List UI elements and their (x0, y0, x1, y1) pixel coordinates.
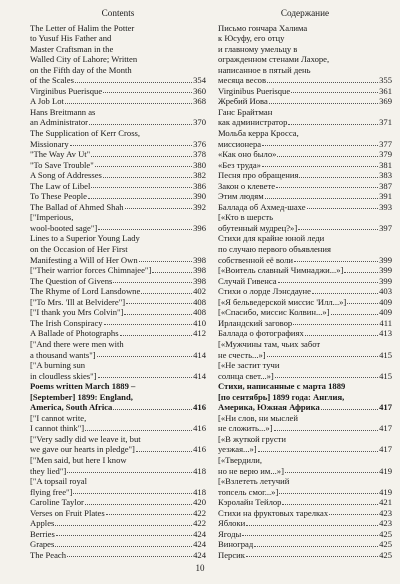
toc-entry (218, 265, 392, 276)
toc-entry (218, 181, 392, 192)
toc-entry-title: Персик (218, 549, 245, 560)
toc-entry (30, 233, 206, 265)
leader-dots (125, 208, 193, 209)
toc-entry (218, 550, 392, 561)
toc-entry-title: не сложить...»] (218, 423, 273, 434)
toc-entry-title: A Song of Addresses (30, 170, 102, 181)
toc-entry-title: a thousand wants"] (30, 349, 96, 360)
toc-entry (218, 518, 392, 529)
toc-entry-title: America, South Africa (30, 402, 113, 413)
leader-dots (103, 177, 192, 178)
toc-entry-page: 369 (379, 96, 392, 107)
toc-entry (30, 202, 206, 213)
toc-entry (30, 149, 206, 160)
toc-entry-title: Песня про обращения (218, 170, 299, 181)
toc-entry-page: 409 (379, 307, 392, 318)
toc-entry-page: 387 (379, 180, 392, 191)
toc-entry-title-head: ["A burning sun (30, 360, 86, 371)
toc-entry-title: [«Я бельведерской миссис 'Илл...»] (218, 296, 347, 307)
toc-entry-page: 397 (379, 222, 392, 233)
toc-entry (30, 328, 206, 339)
toc-entry-title: [«Воитель славный Чимнаджи...»] (218, 265, 344, 276)
toc-entry-title: [«Спасибо, миссис Колвин...»] (218, 307, 330, 318)
toc-entry-title-head: Стихи, написанные с марта 1889 [по сентябрь] 1899 года: Англия, (218, 381, 346, 402)
toc-entry-title-head: Мольба керра Кросса, (218, 128, 299, 139)
toc-entry-title: Баллада о фотографиях (218, 328, 304, 339)
toc-entry-page: 414 (193, 370, 206, 381)
leader-dots (276, 187, 378, 188)
toc-entry (218, 360, 392, 381)
leader-dots (254, 546, 378, 547)
toc-entry (30, 128, 206, 149)
toc-entry (218, 529, 392, 540)
toc-entry-page: 411 (379, 317, 392, 328)
toc-entry (218, 381, 392, 413)
toc-entry-title: Missionary (30, 138, 69, 149)
toc-entry-title-head: Poems written March 1889 – [September] 1899: England, (30, 381, 136, 402)
leader-dots (305, 335, 378, 336)
toc-entry-title: Virginibus Puerisque (30, 85, 103, 96)
contents-column-english (30, 8, 206, 560)
toc-entry-title: Manifesting a Will of Her Own (30, 254, 138, 265)
toc-entry-page: 398 (193, 275, 206, 286)
toc-entry (218, 413, 392, 434)
toc-entry-page: 371 (379, 117, 392, 128)
leader-dots (152, 272, 192, 273)
leader-dots (246, 525, 378, 526)
toc-entry (30, 265, 206, 276)
toc-entry-title: Ирландский заговор (218, 317, 293, 328)
toc-entry-page: 390 (193, 191, 206, 202)
toc-entry-title: Америка, Южная Африка (218, 402, 320, 413)
toc-entry (30, 297, 206, 308)
toc-entry-page: 422 (193, 518, 206, 529)
toc-entry-title: Berries (30, 528, 55, 539)
toc-entry-title-head: ["Men said, but here I know (30, 454, 127, 465)
toc-entry (218, 160, 392, 171)
leader-dots (269, 103, 378, 104)
toc-entry-title: The Rhyme of Lord Lansdowne (30, 286, 141, 297)
toc-entry (218, 233, 392, 265)
toc-entry-title: we gave our hearts in pledge"] (30, 444, 135, 455)
toc-entry-title-head: [«Не застит тучи (218, 360, 280, 371)
toc-entry-title: Virginibus Puerisque (218, 85, 291, 96)
toc-entry-title-head: ["A topsail royal (30, 476, 87, 487)
toc-entry-page: 377 (379, 138, 392, 149)
toc-entry-title: Grapes (30, 539, 55, 550)
toc-entry-title: "To Save Trouble" (30, 159, 94, 170)
toc-entry-title-head: Стихи для крайне юной леди по случаю первого объявления (218, 233, 331, 255)
leader-dots (98, 377, 193, 378)
leader-dots (344, 272, 378, 273)
leader-dots (73, 493, 192, 494)
toc-entry-page: 419 (379, 486, 392, 497)
contents-list (30, 23, 206, 561)
toc-entry-page: 424 (193, 528, 206, 539)
toc-entry (30, 286, 206, 297)
toc-entry-page: 398 (193, 254, 206, 265)
toc-entry-title-head: [«Взлететь летучий (218, 476, 290, 487)
leader-dots (91, 187, 192, 188)
leader-dots (98, 229, 192, 230)
leader-dots (267, 356, 378, 357)
toc-entry (218, 286, 392, 297)
leader-dots (75, 82, 192, 83)
toc-entry-page: 383 (379, 170, 392, 181)
toc-entry (30, 212, 206, 233)
toc-entry-page: 410 (193, 317, 206, 328)
toc-entry (218, 497, 392, 508)
leader-dots (104, 324, 193, 325)
toc-entry-title: Caroline Taylor (30, 497, 84, 508)
toc-entry-title-head: Письмо гончара Халима к Юсуфу, его отцу и главному умельцу в огражденном стенами Лахоре, написанное в пятый день (218, 22, 330, 75)
leader-dots (274, 430, 379, 431)
toc-entry (218, 508, 392, 519)
toc-entry-page: 355 (379, 75, 392, 86)
toc-entry (218, 307, 392, 318)
leader-dots (275, 377, 378, 378)
toc-entry (218, 107, 392, 128)
toc-entry-page: 361 (379, 85, 392, 96)
toc-entry (218, 191, 392, 202)
contents-column-russian (218, 8, 392, 560)
toc-entry-page: 415 (379, 370, 392, 381)
toc-entry (30, 96, 206, 107)
contents-list-russian (218, 23, 392, 561)
toc-entry (30, 339, 206, 360)
toc-entry (30, 539, 206, 550)
leader-dots (307, 208, 379, 209)
toc-entry-page: 421 (379, 497, 392, 508)
toc-entry (30, 181, 206, 192)
toc-entry-title: Стихи о лорде Лэнсдауне (218, 286, 311, 297)
toc-entry-title: ["I thank you Mrs Colvin"] (30, 307, 124, 318)
toc-entry (30, 476, 206, 497)
toc-entry-title-head: The Supplication of Kerr Cross, (30, 128, 141, 139)
leader-dots (312, 293, 378, 294)
toc-entry-page: 423 (379, 507, 392, 518)
toc-entry-title: Ягоды (218, 528, 242, 539)
toc-entry (30, 455, 206, 476)
toc-entry-title-head: ["And there were men with (30, 338, 124, 349)
toc-entry-title: но не верю им...»] (218, 465, 284, 476)
toc-entry (30, 529, 206, 540)
toc-entry-page: 408 (193, 307, 206, 318)
leader-dots (267, 82, 378, 83)
leader-dots (258, 451, 378, 452)
toc-entry-title: in cloudless skies"] (30, 370, 97, 381)
leader-dots (113, 282, 192, 283)
toc-entry (30, 434, 206, 455)
leader-dots (89, 124, 192, 125)
toc-entry-title-head: ["Imperious, (30, 212, 74, 223)
toc-entry-title-head: [«Кто в шерсть (218, 212, 274, 223)
toc-entry-page: 418 (193, 465, 206, 476)
toc-entry-title-head: [«Ни слов, ни мыслей (218, 412, 298, 423)
leader-dots (265, 198, 378, 199)
toc-entry-title: flying free"] (30, 486, 73, 497)
toc-entry-title: собственной её воли (218, 254, 293, 265)
toc-entry-title: ["To Mrs. 'Ill at Belvidere"] (30, 296, 126, 307)
toc-entry-page: 420 (193, 497, 206, 508)
toc-entry-page: 408 (193, 296, 206, 307)
leader-dots (242, 535, 378, 536)
toc-entry-title: Случай Гивенса (218, 275, 277, 286)
leader-dots (55, 546, 192, 547)
leader-dots (278, 282, 379, 283)
toc-entry-title-head: Hans Breitmann as (30, 106, 96, 117)
toc-entry-page: 424 (193, 539, 206, 550)
toc-entry-title-head: Lines to a Superior Young Lady on the Occasion of Her First (30, 233, 140, 255)
toc-entry (30, 160, 206, 171)
toc-entry-page: 386 (193, 180, 206, 191)
toc-entry (30, 550, 206, 561)
leader-dots (298, 229, 378, 230)
toc-entry (30, 307, 206, 318)
leader-dots (279, 493, 378, 494)
toc-entry (218, 476, 392, 497)
contents-title: Contents (101, 8, 135, 18)
toc-entry-title: месяца весов (218, 75, 267, 86)
toc-entry-page: 419 (379, 465, 392, 476)
leader-dots (291, 92, 378, 93)
toc-entry-page: 418 (193, 486, 206, 497)
toc-entry-title: ["Their warrior forces Chimnajee"] (30, 265, 152, 276)
toc-entry-page: 368 (193, 96, 206, 107)
toc-entry (30, 276, 206, 287)
toc-entry (30, 170, 206, 181)
toc-entry-title: «Как оно было» (218, 149, 277, 160)
leader-dots (95, 166, 192, 167)
leader-dots (124, 314, 192, 315)
leader-dots (67, 472, 192, 473)
leader-dots (139, 261, 192, 262)
leader-dots (85, 504, 192, 505)
toc-entry (30, 191, 206, 202)
toc-entry-page: 412 (193, 328, 206, 339)
toc-entry (218, 539, 392, 550)
leader-dots (321, 409, 378, 410)
toc-entry-page: 402 (193, 286, 206, 297)
toc-entry-page: 376 (193, 138, 206, 149)
leader-dots (56, 535, 192, 536)
toc-entry-title: Яблоки (218, 518, 246, 529)
toc-entry-title-head: [«Мужчины там, чьих забот (218, 338, 321, 349)
toc-entry (218, 212, 392, 233)
leader-dots (277, 156, 378, 157)
toc-entry-title: "The Way Av Ut" (30, 149, 91, 160)
toc-entry-page: 393 (379, 201, 392, 212)
toc-entry-page: 354 (193, 75, 206, 86)
leader-dots (106, 514, 192, 515)
toc-entry-title: солнца свет...»] (218, 370, 274, 381)
toc-entry-title: Кэролайн Тейлор (218, 497, 282, 508)
toc-entry-page: 378 (193, 149, 206, 160)
toc-entry (218, 149, 392, 160)
toc-entry-page: 398 (193, 265, 206, 276)
leader-dots (97, 356, 193, 357)
toc-entry-title: Баллада об Ахмед-шахе (218, 201, 306, 212)
leader-dots (262, 166, 378, 167)
toc-entry-page: 425 (379, 528, 392, 539)
leader-dots (88, 198, 192, 199)
toc-entry (218, 202, 392, 213)
toc-entry (218, 96, 392, 107)
toc-entry (218, 297, 392, 308)
leader-dots (136, 451, 192, 452)
toc-entry (30, 381, 206, 413)
toc-entry-title: of the Scales (30, 75, 74, 86)
toc-entry-page: 423 (379, 518, 392, 529)
leader-dots (331, 314, 379, 315)
toc-entry-title: they lied"] (30, 465, 67, 476)
toc-entry-page: 382 (193, 170, 206, 181)
leader-dots (91, 156, 192, 157)
toc-entry-page: 425 (379, 539, 392, 550)
toc-entry-page: 399 (379, 265, 392, 276)
leader-dots (285, 472, 378, 473)
toc-entry-page: 416 (193, 444, 206, 455)
toc-entry-page: 422 (193, 507, 206, 518)
toc-entry (30, 86, 206, 97)
toc-entry-title: Стихи на фруктовых тарелках (218, 507, 329, 518)
toc-entry (218, 23, 392, 86)
toc-entry-title: Этим людям (218, 191, 264, 202)
toc-entry (218, 339, 392, 360)
toc-entry-title: не счесть...»] (218, 349, 266, 360)
toc-entry-title: Verses on Fruit Plates (30, 507, 105, 518)
leader-dots (329, 514, 378, 515)
toc-entry-title: «Без труда» (218, 159, 261, 170)
page-number: 10 (195, 563, 205, 573)
toc-entry (218, 318, 392, 329)
toc-entry-page: 396 (193, 222, 206, 233)
toc-entry-page: 370 (193, 117, 206, 128)
toc-entry (218, 86, 392, 97)
toc-entry-title: wool-booted sage"] (30, 222, 98, 233)
toc-entry-page: 403 (379, 286, 392, 297)
leader-dots (299, 177, 378, 178)
toc-entry-title: топсель смог...»] (218, 486, 279, 497)
toc-entry-title: The Question of Givens (30, 275, 113, 286)
toc-entry (218, 276, 392, 287)
toc-entry (30, 23, 206, 86)
toc-entry-title: I cannot think"] (30, 423, 85, 434)
toc-entry-title: Жребий Иова (218, 96, 268, 107)
toc-entry-title-head: [«Твердили, (218, 454, 262, 465)
leader-dots (120, 335, 193, 336)
toc-entry (218, 434, 392, 455)
leader-dots (141, 293, 192, 294)
toc-entry-page: 360 (193, 85, 206, 96)
toc-entry-page: 414 (193, 349, 206, 360)
toc-entry-title-head: ["Very sadly did we leave it, but (30, 433, 141, 444)
toc-entry-page: 380 (193, 159, 206, 170)
toc-entry-page: 399 (379, 254, 392, 265)
leader-dots (293, 324, 378, 325)
leader-dots (347, 303, 378, 304)
toc-entry (30, 497, 206, 508)
toc-entry-title: уезжая...»] (218, 444, 257, 455)
toc-entry-title: The Irish Conspiracy (30, 317, 103, 328)
leader-dots (85, 430, 192, 431)
toc-entry-title-head: ["I cannot write, (30, 412, 87, 423)
toc-entry-page: 425 (379, 549, 392, 560)
leader-dots (55, 525, 192, 526)
toc-entry-page: 413 (379, 328, 392, 339)
toc-entry-title: The Ballad of Ahmed Shah (30, 201, 124, 212)
toc-entry-page: 381 (379, 159, 392, 170)
toc-entry-title: Apples (30, 518, 55, 529)
toc-entry-title-head: [«В жуткой грусти (218, 433, 286, 444)
leader-dots (288, 124, 378, 125)
toc-entry-title: To These People (30, 191, 87, 202)
leader-dots (262, 145, 378, 146)
toc-entry-page: 392 (193, 201, 206, 212)
toc-entry-title: как администратор (218, 117, 288, 128)
toc-entry-title: The Law of Libel (30, 180, 91, 191)
leader-dots (282, 504, 378, 505)
toc-entry-title: A Job Lot (30, 96, 64, 107)
toc-entry-page: 417 (379, 423, 392, 434)
toc-entry-page: 416 (193, 423, 206, 434)
leader-dots (126, 303, 192, 304)
toc-entry-page: 424 (193, 549, 206, 560)
toc-entry (30, 360, 206, 381)
toc-entry-page: 417 (379, 444, 392, 455)
toc-entry-title: миссионера (218, 138, 262, 149)
toc-entry (30, 413, 206, 434)
leader-dots (294, 261, 378, 262)
leader-dots (70, 145, 192, 146)
leader-dots (246, 556, 378, 557)
toc-entry-page: 379 (379, 149, 392, 160)
toc-entry (30, 318, 206, 329)
toc-entry-title-head: The Letter of Halim the Potter to Yusuf His Father and Master Craftsman in the Walled City of Lahore; Written on the Fifth day of the Month (30, 22, 138, 75)
toc-entry-page: 391 (379, 191, 392, 202)
toc-entry (30, 508, 206, 519)
leader-dots (103, 92, 192, 93)
toc-entry-page: 417 (379, 402, 392, 413)
toc-entry-title: The Peach (30, 549, 67, 560)
toc-entry-page: 399 (379, 275, 392, 286)
toc-entry (30, 518, 206, 529)
toc-entry (218, 170, 392, 181)
leader-dots (113, 409, 192, 410)
toc-entry-page: 415 (379, 349, 392, 360)
toc-entry-title: Виноград (218, 539, 254, 550)
toc-entry (218, 128, 392, 149)
toc-entry-page: 409 (379, 296, 392, 307)
toc-entry-title: A Ballade of Photographs (30, 328, 119, 339)
toc-entry (218, 328, 392, 339)
leader-dots (67, 556, 192, 557)
toc-entry-title: обутенный мудрец?»] (218, 222, 298, 233)
toc-entry-page: 416 (193, 402, 206, 413)
toc-entry-title: Закон о клевете (218, 180, 276, 191)
toc-entry-title: an Administrator (30, 117, 88, 128)
contents-title-russian: Содержание (280, 8, 330, 18)
leader-dots (65, 103, 192, 104)
toc-entry (30, 107, 206, 128)
toc-entry-title-head: Ганс Брайтман (218, 106, 273, 117)
toc-entry (218, 455, 392, 476)
